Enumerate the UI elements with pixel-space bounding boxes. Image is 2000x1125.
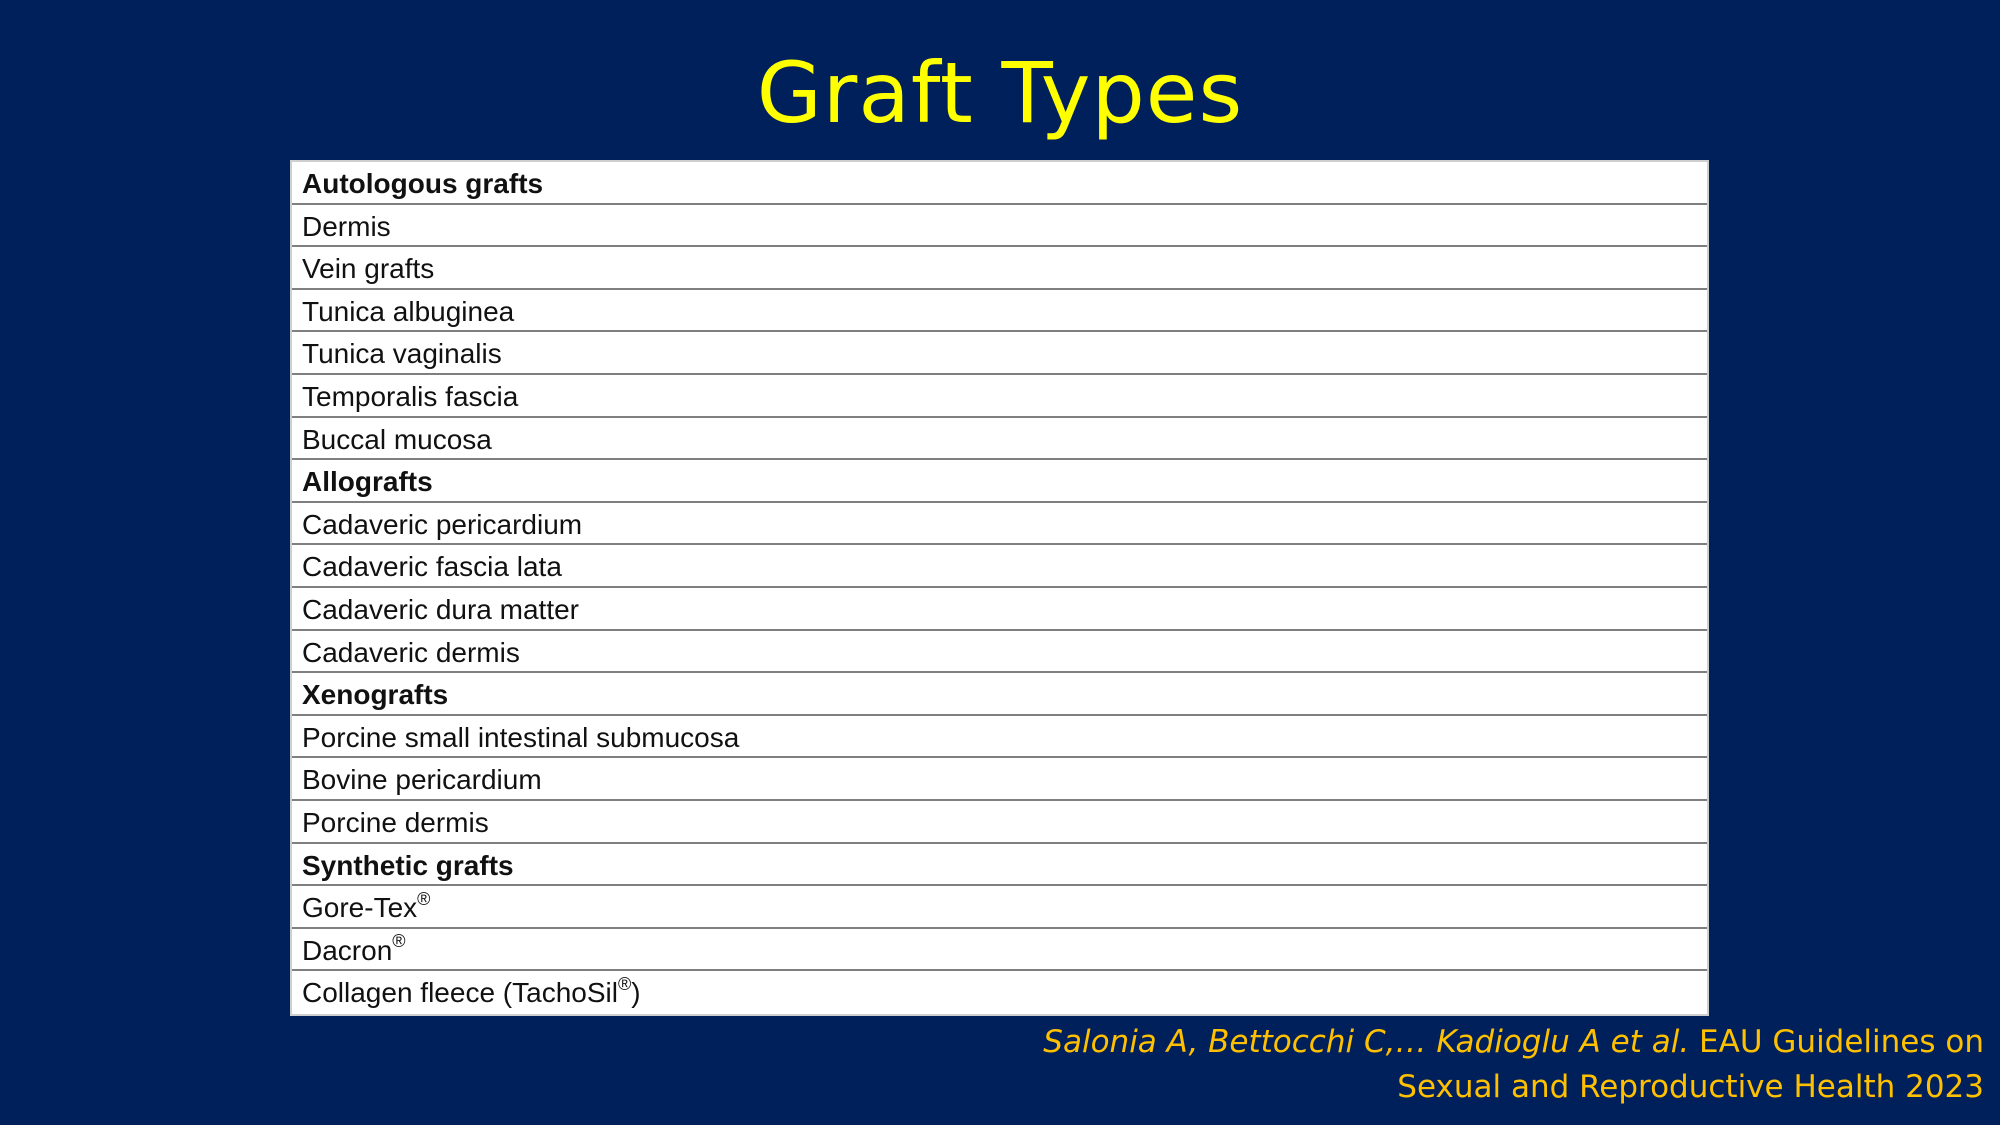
table-category-row [292,844,1707,887]
table-category-row [292,162,1707,205]
table-row [292,971,1707,1014]
graft-label: Gore-Tex [302,892,418,924]
table-category-row [292,460,1707,503]
graft-label: Cadaveric dermis [302,636,520,668]
graft-label: Cadaveric fascia lata [302,551,562,583]
table-row [292,886,1707,929]
table-row [292,545,1707,588]
graft-label: Bovine pericardium [302,764,542,796]
table-row [292,290,1707,333]
citation-source-line2: Sexual and Reproductive Health 2023 [1397,1069,1984,1105]
graft-label: Cadaveric dura matter [302,593,580,625]
table-row [292,588,1707,631]
graft-label: Collagen fleece (TachoSil [302,977,618,1009]
graft-label: Dacron [302,934,393,966]
graft-label: Buccal mucosa [302,423,492,455]
graft-label: Porcine small intestinal submucosa [302,721,740,753]
category-label: Autologous grafts [302,168,544,199]
registered-mark: ® [617,973,632,994]
graft-label: Tunica albuginea [302,295,515,327]
table-row [292,332,1707,375]
label-suffix: ) [631,977,641,1009]
graft-label: Tunica vaginalis [302,338,502,370]
table-row [292,758,1707,801]
citation-source: EAU Guidelines on [1689,1024,1984,1060]
table-row [292,929,1707,972]
registered-mark: ® [417,888,431,909]
graft-types-table [290,160,1709,1016]
category-label: Synthetic grafts [302,849,514,881]
table-row [292,801,1707,844]
table-row [292,716,1707,759]
graft-label: Cadaveric pericardium [302,508,583,540]
table-category-row [292,673,1707,716]
citation-authors: Salonia A, Bettocchi C,… Kadioglu A et al. [1043,1024,1690,1060]
category-label: Xenografts [302,679,449,711]
table-row [292,205,1707,248]
graft-label: Dermis [302,210,391,242]
table-row [292,503,1707,546]
table-row [292,418,1707,461]
citation [884,1020,1984,1110]
category-label: Allografts [302,466,433,498]
slide-title: Graft Types [756,44,1244,142]
registered-mark: ® [392,931,406,952]
table-row [292,631,1707,674]
table-row [292,375,1707,418]
graft-label: Porcine dermis [302,806,489,838]
table-row [292,247,1707,290]
graft-label: Vein grafts [302,253,435,285]
graft-label: Temporalis fascia [302,380,519,412]
